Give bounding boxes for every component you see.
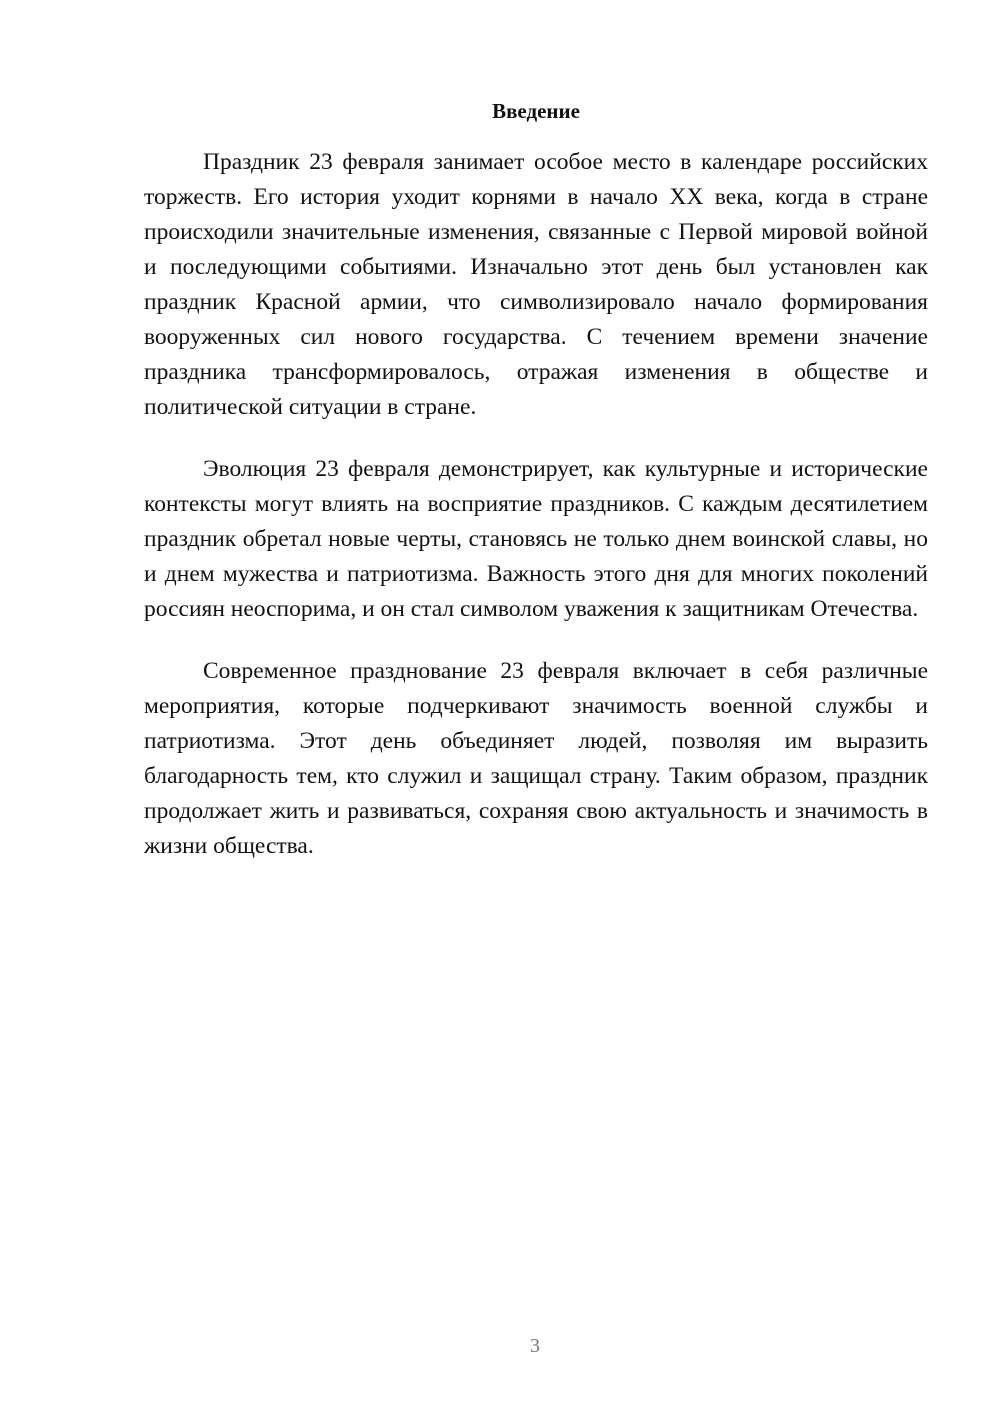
page-number: 3 [530,1335,540,1357]
section-heading: Введение [492,99,580,123]
paragraph-1: Праздник 23 февраля занимает особое место в календаре российских торжеств. Его история уходит корнями в начало XX века, когда в стране происходили значительные изменения, связанные с Первой мировой войной и последующими событиями. Изначально этот день был установлен как праздник Красной армии, что символизировало начало формирования вооруженных сил нового государства. С течением времени значение праздника трансформировалось, отражая изменения в обществе и политической ситуации в стране. [144,149,928,420]
paragraph-2: Эволюция 23 февраля демонстрирует, как культурные и исторические контексты могут влиять на восприятие праздников. С каждым десятилетием праздник обретал новые черты, становясь не только днем воинской славы, но и днем мужества и патриотизма. Важность этого дня для многих поколений россиян неоспорима, и он стал символом уважения к защитникам Отечества. [144,456,928,622]
page-content [144,96,928,891]
paragraph-3: Современное празднование 23 февраля включает в себя различные мероприятия, которые подчеркивают значимость военной службы и патриотизма. Этот день объединяет людей, позволяя им выразить благодарность тем, кто служил и защищал страну. Таким образом, праздник продолжает жить и развиваться, сохраняя свою актуальность и значимость в жизни общества. [144,658,928,859]
